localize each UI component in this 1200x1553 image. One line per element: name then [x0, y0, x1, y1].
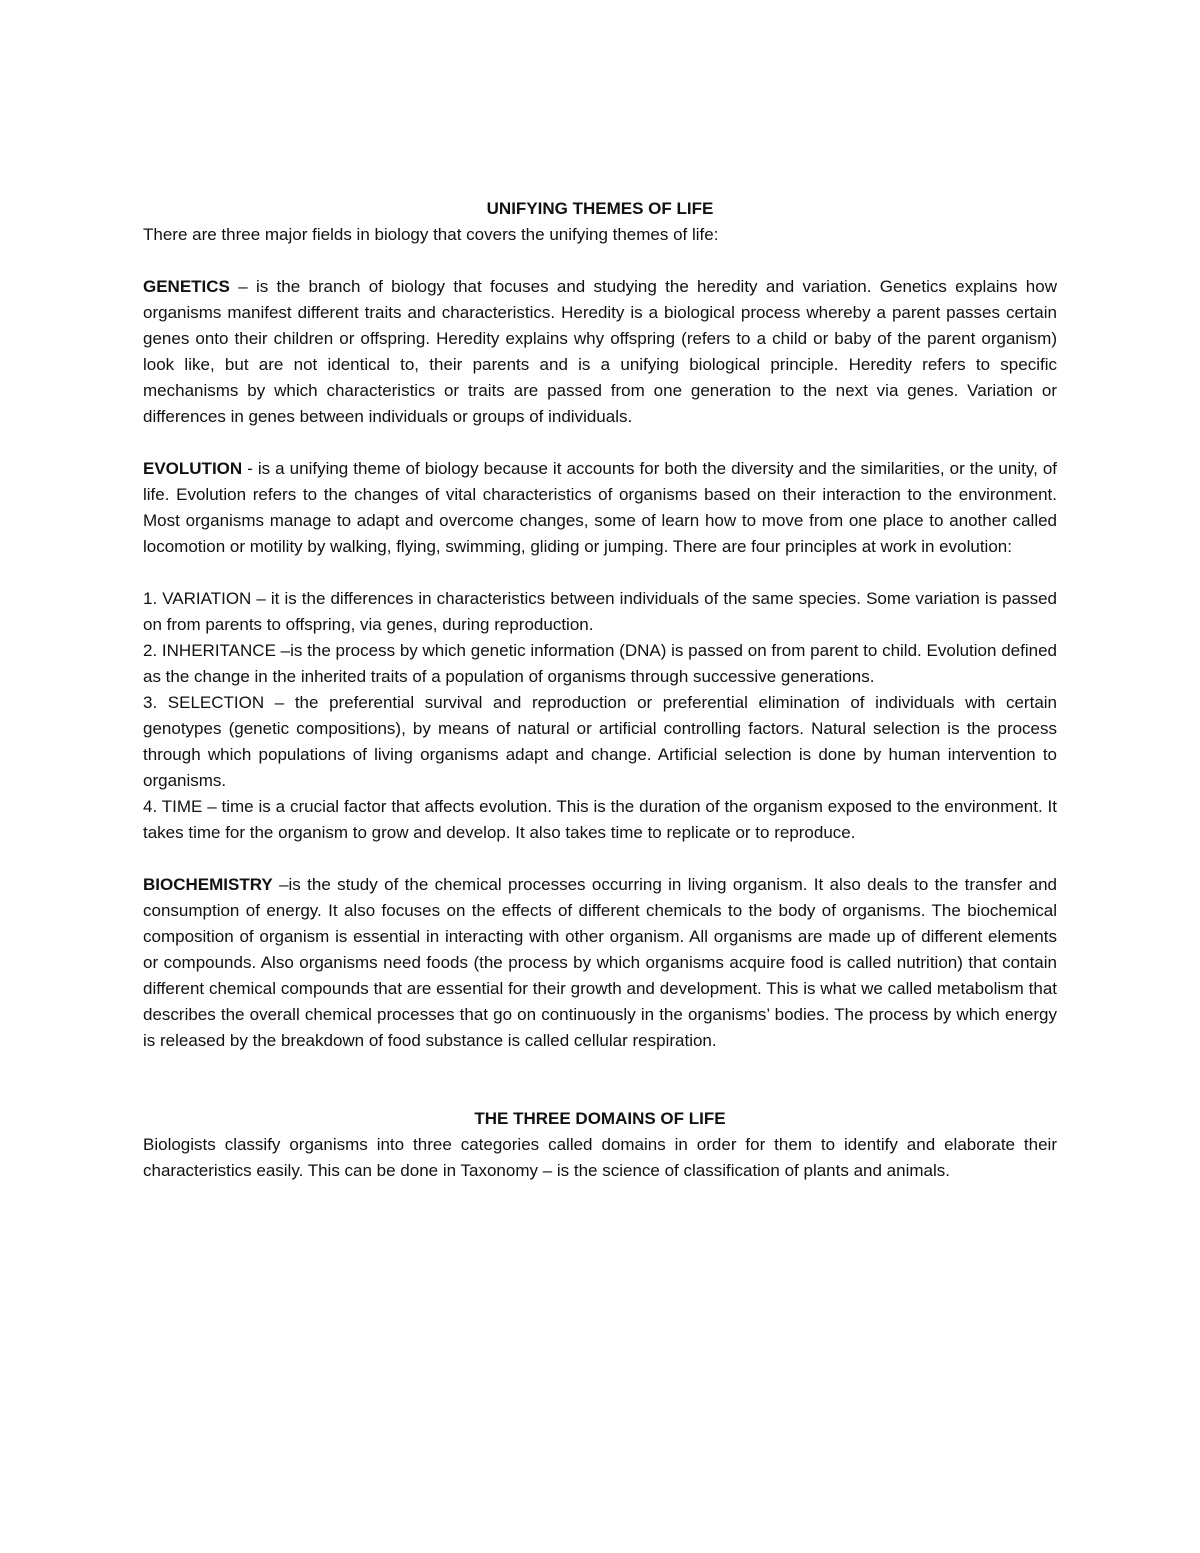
section-title-three-domains: THE THREE DOMAINS OF LIFE: [474, 1109, 726, 1128]
principle-inheritance: 2. INHERITANCE –is the process by which genetic information (DNA) is passed on from parent to child. Evolution defined as the change in the inherited traits of a population of organisms through successive generations.: [143, 641, 1057, 686]
evolution-paragraph: [143, 456, 1057, 560]
biochemistry-paragraph: [143, 872, 1057, 1054]
genetics-term: GENETICS: [143, 277, 230, 296]
evolution-term: EVOLUTION: [143, 459, 243, 478]
genetics-paragraph: [143, 274, 1057, 430]
principle-time: 4. TIME – time is a crucial factor that affects evolution. This is the duration of the organism exposed to the environment. It takes time for the organism to grow and develop. It also takes time to replicate or to reproduce.: [143, 797, 1057, 842]
principle-variation: 1. VARIATION – it is the differences in characteristics between individuals of the same species. Some variation is passed on from parents to offspring, via genes, during reproduction.: [143, 589, 1057, 634]
domains-paragraph: Biologists classify organisms into three categories called domains in order for them to identify and elaborate their characteristics easily. This can be done in Taxonomy – is the science of classification of plants and animals.: [143, 1135, 1057, 1180]
principle-selection: 3. SELECTION – the preferential survival and reproduction or preferential elimination of individuals with certain genotypes (genetic compositions), by means of natural or artificial controlling factors. Natural selection is the process through which populations of living organisms adapt and change. Artificial selection is done by human intervention to organisms.: [143, 693, 1057, 790]
biochemistry-text: –is the study of the chemical processes occurring in living organism. It also deals to the transfer and consumption of energy. It also focuses on the effects of different chemicals to the body of organisms. The biochemical composition of organism is essential in interacting with other organism. All organisms are made up of different elements or compounds. Also organisms need foods (the process by which organisms acquire food is called nutrition) that contain different chemical compounds that are essential for their growth and development. This is what we called metabolism that describes the overall chemical processes that go on continuously in the organisms’ bodies. The process by which energy is released by the breakdown of food substance is called cellular respiration.: [143, 875, 1057, 1050]
document-page: [143, 196, 1057, 1184]
intro-paragraph: There are three major fields in biology that covers the unifying themes of life:: [143, 225, 719, 244]
evolution-text: - is a unifying theme of biology because it accounts for both the diversity and the similarities, or the unity, of life. Evolution refers to the changes of vital characteristics of organisms based on their interaction to the environment. Most organisms manage to adapt and overcome changes, some of learn how to move from one place to another called locomotion or motility by walking, flying, swimming, gliding or jumping. There are four principles at work in evolution:: [143, 459, 1057, 556]
biochemistry-term: BIOCHEMISTRY: [143, 875, 273, 894]
genetics-text: – is the branch of biology that focuses and studying the heredity and variation. Genetics explains how organisms manifest different traits and characteristics. Heredity is a biological process whereby a parent passes certain genes onto their children or offspring. Heredity explains why offspring (refers to a child or baby of the parent organism) look like, but are not identical to, their parents and is a unifying biological principle. Heredity refers to specific mechanisms by which characteristics or traits are passed from one generation to the next via genes. Variation or differences in genes between individuals or groups of individuals.: [143, 277, 1057, 426]
section-title-unifying-themes: UNIFYING THEMES OF LIFE: [486, 199, 714, 218]
